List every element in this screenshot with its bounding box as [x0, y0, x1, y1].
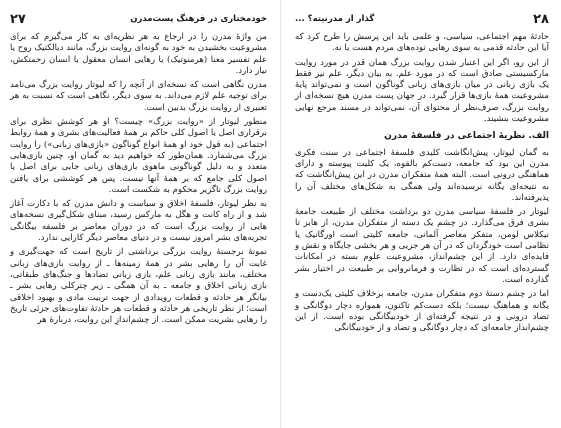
left-paragraph-2: مدرن نگاهی است که نسخه‌ای از آنچه را که لیوتار روایت بزرگ می‌نامد برای توجیه علم لازم می‌داند. به سوی دیگر، نگاهی است که نسبت به هر تعبیری از روایت بزرگ بدبین است.	[10, 80, 267, 113]
right-running-title: گذار از مدرنیته؟ ...	[295, 14, 375, 24]
right-page-header	[295, 6, 549, 32]
right-paragraph-3: به گمان لیوتار، پیش‌انگاشت کلیدی فلسفهٔ اجتماعی در سنت فکری مدرن این بود که جامعه، دست‌کم بالقوه، یک کلیت پیوسته و دارای هماهنگی درونی است. البته همهٔ متفکران مدرن در این پیش‌انگاشت که به نتیجه‌ای یگانه نرسیده‌اند ولی همگی به شکل‌های مختلف آن را پذیرفته‌اند.	[295, 147, 549, 203]
left-page-body	[10, 32, 267, 326]
right-page-body	[295, 32, 549, 334]
right-paragraph-1: حادثهٔ مهم اجتماعی، سیاسی، و علمی باید این پرسش را طرح کرد که آیا این حادثه قدمی به سوی رهایی توده‌های مردم هست یا نه.	[295, 32, 549, 54]
right-page	[281, 0, 561, 428]
left-running-title: خودمختاری در فرهنگ پست‌مدرن	[130, 14, 267, 24]
right-paragraph-4: لیوتار در فلسفهٔ سیاسی مدرن دو برداشت مختلف از طبیعت جامعهٔ بشری فرق می‌گذارد. در چشم یک دسته از متفکران مدرن، از هابز تا نیکلاس لومن، متفکر معاصر آلمانی، جامعه کلیتی است اورگانیک یا نظامی است خودگردان که در آن هر جزیی و هر بخشی جایگاه و نقش و فایده‌ای دارد. از این چشم‌انداز، مشروعیت علوم بسته در امکانات گسترده‌ای است که در نظارت و فرمانروایی بر طبیعت در اختیار بشر گذارده است.	[295, 207, 549, 285]
left-page-header	[10, 6, 267, 32]
right-page-number: ۲۸	[533, 11, 549, 27]
left-paragraph-4: به نظر لیوتار، فلسفهٔ اخلاق و سیاست و دانش مدرن که با دکارت آغاز شد و از راه کانت و هگل به مارکس رسید، مبنای شکل‌گیری نسخه‌های هایی از روایت بزرگ است که در دوران معاصر بر فلسفه بیگانگی تجربه‌های بشر امروز نیست و در دنیای معاصر دیگر کارایی ندارد.	[10, 199, 267, 244]
left-paragraph-1: من واژهٔ مدرن را در ارجاع به هر نظریه‌ای به کار می‌گیرم که برای مشروعیت بخشیدن به خود به گونه‌ای روایت بزرگ، مانند دیالکتیک روح یا علم تفسیر معنا (هرمنوتیک) یا رهایی انسان معقول یا انسان زحمتکش، نیاز دارد.	[10, 32, 267, 76]
right-paragraph-2: از این رو، اگر این اعتبار شدن روایت بزرگ همان قدر در مورد روایت مارکسیستی صادق است که در مورد علم. به بیان دیگر، علم نیز فقط یک بازی زبانی در میان بازی‌های زبانی گوناگون است و نمی‌تواند پایهٔ مشروعیت همهٔ بازی‌ها قرار گیرد. در جهان پست مدرن هیچ نسخه‌ای از روایت بزرگ، صرف‌نظر از محتوای آن، نمی‌تواند در مسند مرجع نهایی مشروعیت بنشیند.	[295, 57, 549, 125]
right-paragraph-5: اما در چشم دستهٔ دوم متفکران مدرن، جامعه برخلاف کلیتی یک‌دست و یگانه و هماهنگ نیست؛ بلکه دست‌کم تاکنون، همواره دچار دوگانگی و تضاد درونی و در نتیجه گرفته‌ای از خودبیگانگی بوده است. از این چشم‌انداز جامعه‌ای که دچار دوگانگی و تضاد و از خودبیگانگی	[295, 289, 549, 334]
section-heading: الف. نظریهٔ اجتماعی در فلسفهٔ مدرن	[384, 131, 549, 142]
left-paragraph-3: منظور لیوتار از «روایت بزرگ» چیست؟ او هر کوشش نظری برای برقراری اصل یا اصول کلی حاکم بر همهٔ فعالیت‌های بشری و همهٔ روابط اجتماعی (به قول خود او همهٔ انواع گوناگون «بازی‌های زبانی») را روایت بزرگ می‌شمارد. همان‌طور که خواهیم دید به گمان او، چنین بازی‌هایی متعدد و به دلیل گوناگونی ماهوی بازی‌های زبانی جایی برای اصل یا اصول کلی جامع که بر همهٔ آنها نیست. پس هر کوششی برای یافتن روایت بزرگ ناگزیر محکوم به شکست است.	[10, 117, 267, 195]
left-paragraph-5: نمونهٔ برجستهٔ روایت بزرگی برداشتی از تاریخ است که جهت‌گیری و غایت آن را رهایی بشر در همهٔ زمینه‌ها ـ از روایت بازی‌های زبانی مختلف، مانند بازی زبانی علم، بازی زبانی تضادها و جنگ‌های طبقاتی، بازی زبانی اخلاق و جامعه ـ به آن همگی ـ زیر چترکلی رهایی بشر ـ بیانگر هر حادثه و قطعات رویدادی از جهت تربیت مادی و بهبود اخلاقی است؛ از نظر تاریخی هر حادثه و قطعات هر حادثهٔ تفاوت‌های جزئی تاریخ را رهایی بشریت ممکن است. از چشم‌اندازِ این روایت، دربارهٔ هر	[10, 247, 267, 326]
left-page-number: ۲۷	[10, 11, 26, 27]
